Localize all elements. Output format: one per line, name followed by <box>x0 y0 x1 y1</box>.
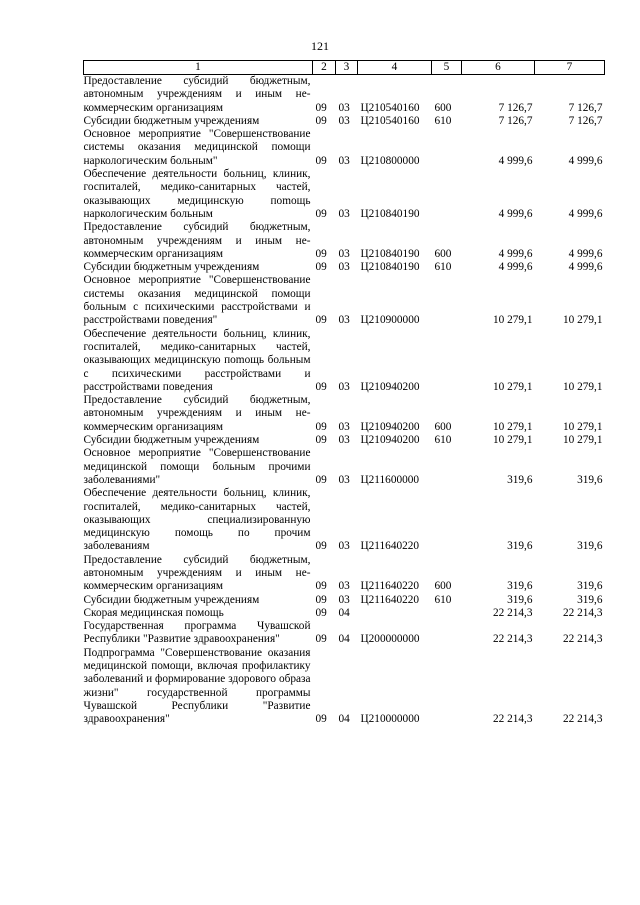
section-code-cell: 09 <box>315 713 327 726</box>
row-name-cell: Основное мероприятие "Совершенствование системы оказания медицинской помощи наркологическим больным" <box>83 128 311 167</box>
subsection-code-cell: 03 <box>338 247 350 260</box>
amount-cell: 4 999,6 <box>498 247 533 260</box>
table-row <box>84 554 605 594</box>
amount-total-cell: 319,6 <box>577 473 603 486</box>
expense-type-cell <box>432 328 462 394</box>
subsection-code-cell: 04 <box>338 606 350 619</box>
row-name-cell: Субсидии бюджетным учреждениям <box>83 593 260 606</box>
table-row <box>84 115 605 128</box>
expense-type-cell: 610 <box>434 114 452 127</box>
budget-table <box>83 60 605 727</box>
subsection-code-cell: 03 <box>338 207 350 220</box>
target-article-cell: Ц210800000 <box>360 154 420 167</box>
row-name-cell: Субсидии бюджетным учреждениям <box>83 261 260 274</box>
table-row <box>84 128 605 168</box>
section-code-cell: 09 <box>315 247 327 260</box>
target-article-cell: Ц210840190 <box>360 261 420 274</box>
table-header-row <box>84 61 605 75</box>
table-row <box>84 434 605 447</box>
section-code-cell: 09 <box>315 101 327 114</box>
row-name-cell: Подпрограмма "Совершенствование оказания медицинской помощи, включая профилактику заболеваний и формирование здорового образа жизни" государственной программы Чувашской Республики "Развитие здравоохранения" <box>83 646 311 726</box>
expense-type-cell: 600 <box>434 420 452 433</box>
target-article-cell: Ц210000000 <box>360 713 420 726</box>
amount-cell: 22 214,3 <box>492 606 533 619</box>
subsection-code-cell: 03 <box>338 580 350 593</box>
section-code-cell: 09 <box>315 261 327 274</box>
table-row <box>84 647 605 727</box>
amount-cell: 319,6 <box>507 580 533 593</box>
subsection-code-cell: 03 <box>338 114 350 127</box>
expense-type-cell <box>432 620 462 647</box>
amount-cell: 10 279,1 <box>492 314 533 327</box>
row-name-cell: Обеспечение деятельности больниц, клиник, госпиталей, медико-санитарных частей, оказывающих специализированную медицинскую помощь по прочим заболеваниям <box>83 487 311 553</box>
target-article-cell: Ц211640220 <box>360 580 420 593</box>
amount-cell: 7 126,7 <box>498 114 533 127</box>
subsection-code-cell: 03 <box>338 314 350 327</box>
expense-type-cell <box>432 607 462 620</box>
row-name-cell: Предоставление субсидий бюджетным, автономным учреждениям и иным некоммерческим организациям <box>83 394 311 433</box>
amount-cell: 22 214,3 <box>492 633 533 646</box>
amount-total-cell: 4 999,6 <box>568 261 603 274</box>
amount-total-cell: 319,6 <box>577 540 603 553</box>
table-row <box>84 487 605 553</box>
row-name-cell: Субсидии бюджетным учреждениям <box>83 434 260 447</box>
amount-total-cell: 319,6 <box>577 580 603 593</box>
amount-cell: 10 279,1 <box>492 434 533 447</box>
expense-type-cell: 600 <box>434 101 452 114</box>
column-header: 6 <box>462 61 535 75</box>
amount-cell: 10 279,1 <box>492 380 533 393</box>
page-number: 121 <box>311 39 329 53</box>
amount-total-cell: 10 279,1 <box>562 380 603 393</box>
row-name-cell: Предоставление субсидий бюджетным, автономным учреждениям и иным некоммерческим организациям <box>83 221 311 260</box>
amount-cell: 319,6 <box>507 593 533 606</box>
subsection-code-cell: 03 <box>338 540 350 553</box>
target-article-cell: Ц210940200 <box>360 380 420 393</box>
table-row <box>84 274 605 327</box>
amount-cell: 319,6 <box>507 473 533 486</box>
subsection-code-cell: 03 <box>338 593 350 606</box>
amount-total-cell: 22 214,3 <box>562 633 603 646</box>
row-name-cell: Государственная программа Чувашской Республики "Развитие здравоохранения" <box>83 620 311 646</box>
expense-type-cell <box>432 447 462 487</box>
subsection-code-cell: 03 <box>338 434 350 447</box>
target-article-cell <box>358 607 432 620</box>
expense-type-cell <box>432 168 462 221</box>
subsection-code-cell: 03 <box>338 473 350 486</box>
table-body <box>84 75 605 727</box>
target-article-cell: Ц210540160 <box>360 114 420 127</box>
row-name-cell: Основное мероприятие "Совершенствование медицинской помощи больным прочими заболеваниями" <box>83 447 311 486</box>
column-header: 7 <box>535 61 605 75</box>
amount-cell: 319,6 <box>507 540 533 553</box>
section-code-cell: 09 <box>315 154 327 167</box>
expense-type-cell: 610 <box>434 434 452 447</box>
expense-type-cell <box>432 647 462 727</box>
target-article-cell: Ц210940200 <box>360 420 420 433</box>
column-header: 1 <box>84 61 313 75</box>
expense-type-cell: 600 <box>434 580 452 593</box>
section-code-cell: 09 <box>315 434 327 447</box>
table-row <box>84 168 605 221</box>
subsection-code-cell: 03 <box>338 261 350 274</box>
subsection-code-cell: 03 <box>338 380 350 393</box>
target-article-cell: Ц200000000 <box>360 633 420 646</box>
amount-cell: 4 999,6 <box>498 261 533 274</box>
amount-total-cell: 10 279,1 <box>562 314 603 327</box>
target-article-cell: Ц211600000 <box>360 473 420 486</box>
row-name-cell: Обеспечение деятельности больниц, клиник, госпиталей, медико-санитарных частей, оказывающих медицинскую поmощь наркологическим больным <box>83 168 311 220</box>
expense-type-cell <box>432 274 462 327</box>
section-code-cell: 09 <box>315 207 327 220</box>
column-header: 4 <box>358 61 432 75</box>
subsection-code-cell: 03 <box>338 101 350 114</box>
table-row <box>84 75 605 115</box>
row-name-cell: Скорая медицинская помощь <box>83 606 224 619</box>
table-row <box>84 594 605 607</box>
section-code-cell: 09 <box>315 380 327 393</box>
section-code-cell: 09 <box>315 114 327 127</box>
column-header: 3 <box>336 61 358 75</box>
table-row <box>84 221 605 261</box>
expense-type-cell <box>432 487 462 553</box>
subsection-code-cell: 03 <box>338 420 350 433</box>
amount-total-cell: 4 999,6 <box>568 207 603 220</box>
target-article-cell: Ц211640220 <box>360 593 420 606</box>
section-code-cell: 09 <box>315 473 327 486</box>
section-code-cell: 09 <box>315 593 327 606</box>
amount-cell: 4 999,6 <box>498 207 533 220</box>
column-header: 2 <box>313 61 336 75</box>
target-article-cell: Ц210840190 <box>360 207 420 220</box>
row-name-cell: Обеспечение деятельности больниц, клиник, госпиталей, медико-санитарных частей, оказывающих медицинскую поmощь больным с психическими расстройствами и расстройствами поведения <box>83 327 311 393</box>
subsection-code-cell: 04 <box>338 633 350 646</box>
amount-total-cell: 4 999,6 <box>568 154 603 167</box>
target-article-cell: Ц211640220 <box>360 540 420 553</box>
target-article-cell: Ц210540160 <box>360 101 420 114</box>
amount-total-cell: 10 279,1 <box>562 434 603 447</box>
section-code-cell: 09 <box>315 540 327 553</box>
section-code-cell: 09 <box>315 580 327 593</box>
amount-total-cell: 22 214,3 <box>562 713 603 726</box>
expense-type-cell: 610 <box>434 261 452 274</box>
target-article-cell: Ц210900000 <box>360 314 420 327</box>
table-row <box>84 328 605 394</box>
row-name-cell: Предоставление субсидий бюджетным, автономным учреждениям и иным некоммерческим организациям <box>83 75 311 114</box>
column-header: 5 <box>432 61 462 75</box>
amount-cell: 10 279,1 <box>492 420 533 433</box>
amount-total-cell: 7 126,7 <box>568 101 603 114</box>
amount-total-cell: 7 126,7 <box>568 114 603 127</box>
table-row <box>84 607 605 620</box>
amount-total-cell: 4 999,6 <box>568 247 603 260</box>
expense-type-cell: 600 <box>434 247 452 260</box>
section-code-cell: 09 <box>315 633 327 646</box>
row-name-cell: Субсидии бюджетным учреждениям <box>83 114 260 127</box>
table-row <box>84 394 605 434</box>
amount-total-cell: 22 214,3 <box>562 606 603 619</box>
amount-cell: 7 126,7 <box>498 101 533 114</box>
target-article-cell: Ц210840190 <box>360 247 420 260</box>
table-row <box>84 620 605 647</box>
amount-cell: 22 214,3 <box>492 713 533 726</box>
row-name-cell: Основное мероприятие "Совершенствование системы оказания медицинской помощи больным с психическими расстройствами и расстройствами поведения" <box>83 274 311 327</box>
section-code-cell: 09 <box>315 420 327 433</box>
subsection-code-cell: 03 <box>338 154 350 167</box>
table-row <box>84 261 605 274</box>
section-code-cell: 09 <box>315 314 327 327</box>
row-name-cell: Предоставление субсидий бюджетным, автономным учреждениям и иным некоммерческим организациям <box>83 553 311 593</box>
expense-type-cell: 610 <box>434 593 452 606</box>
table-row <box>84 447 605 487</box>
amount-total-cell: 10 279,1 <box>562 420 603 433</box>
target-article-cell: Ц210940200 <box>360 434 420 447</box>
amount-total-cell: 319,6 <box>577 593 603 606</box>
amount-cell: 4 999,6 <box>498 154 533 167</box>
expense-type-cell <box>432 128 462 168</box>
subsection-code-cell: 04 <box>338 713 350 726</box>
section-code-cell: 09 <box>315 606 327 619</box>
